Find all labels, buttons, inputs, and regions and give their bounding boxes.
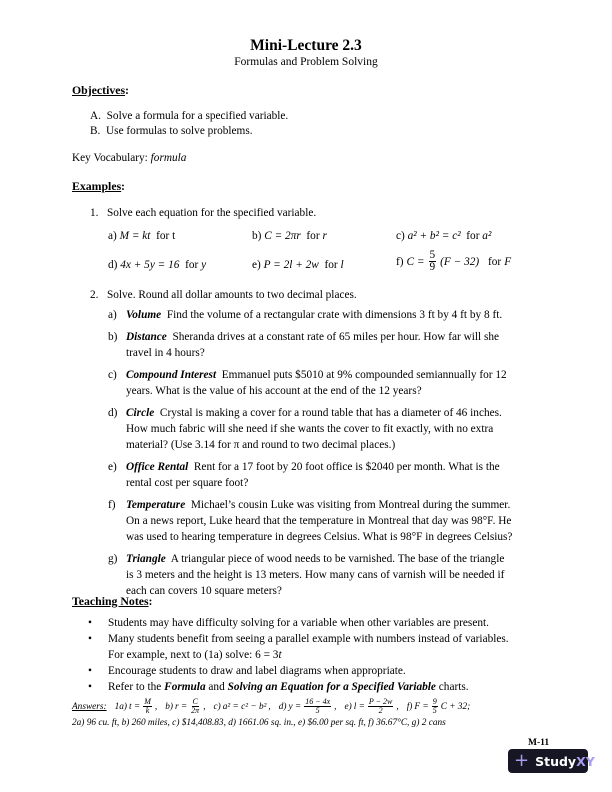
problem-title: Triangle	[126, 553, 166, 565]
problem-text: How much fabric will she need if she wants the cover to fit exactly, with no extra	[126, 423, 494, 435]
answer-lhs: r =	[174, 701, 188, 712]
problem-text: travel in 4 hours?	[126, 347, 205, 359]
variable: r	[322, 230, 327, 242]
equation: 4x + 5y = 16	[120, 259, 180, 271]
q-num: 1.	[90, 207, 99, 219]
objective-b	[90, 125, 253, 137]
problem-title: Circle	[126, 407, 155, 419]
fraction	[304, 698, 331, 715]
eq-e	[252, 259, 344, 271]
objective-text: Use formulas to solve problems.	[106, 125, 253, 137]
for: for	[185, 259, 199, 271]
logo-text-study: Study	[535, 753, 577, 769]
problem-line	[126, 515, 511, 527]
numerator: P − 2w	[368, 697, 393, 706]
answer-item	[407, 698, 471, 715]
problem-line	[126, 499, 510, 511]
problem-title: Office Rental	[126, 461, 189, 473]
problem-title: Compound Interest	[126, 369, 217, 381]
studyxy-logo	[508, 749, 595, 773]
vocab-term: formula	[150, 152, 187, 164]
answers-label: Answers:	[72, 701, 107, 712]
page-title: Mini-Lecture 2.3	[250, 37, 362, 54]
item-label: g)	[108, 553, 118, 565]
bullet-dot: •	[88, 633, 92, 645]
fraction	[143, 698, 152, 715]
teaching-note-4	[108, 681, 469, 693]
examples-heading-text: Examples	[72, 179, 122, 193]
item-label: d)	[108, 407, 118, 419]
denominator: 2	[378, 706, 383, 715]
problem-line	[126, 531, 512, 543]
problem-line	[126, 309, 502, 321]
eq-a	[108, 230, 175, 242]
item-label: f)	[108, 499, 116, 511]
teaching-heading-text: Teaching Notes	[72, 594, 149, 608]
answer-item	[165, 698, 205, 715]
q-text: Solve each equation for the specified variable.	[106, 207, 317, 219]
vocab-label: Key Vocabulary:	[72, 152, 151, 164]
page-number: M-11	[528, 738, 550, 748]
answer-item	[344, 698, 398, 715]
q-text: Solve. Round all dollar amounts to two decimal places.	[106, 289, 357, 301]
for: for	[488, 255, 502, 268]
formula-chart: Formula	[164, 681, 206, 693]
equation-lhs: C =	[406, 255, 425, 268]
problem-line	[126, 439, 395, 451]
marker: B.	[90, 125, 101, 137]
teaching-note-1: Students may have difficulty solving for a variable when other variables are present.	[108, 617, 489, 629]
label: e)	[252, 259, 261, 271]
q-num: 2.	[90, 289, 99, 301]
colon: :	[125, 85, 129, 97]
answer-label: 1a)	[114, 701, 128, 712]
teaching-note-3: Encourage students to draw and label diagrams when appropriate.	[108, 665, 406, 677]
problem-line	[126, 407, 502, 419]
objectives-heading-text: Objectives	[72, 83, 126, 97]
problem-line	[126, 553, 504, 565]
problem-text: material? (Use 3.14 for π and round to two decimal places.)	[126, 439, 396, 451]
answer-item	[214, 702, 271, 712]
problem-title: Distance	[126, 331, 167, 343]
answer-item	[115, 698, 158, 715]
equation: P = 2l + 2w	[263, 259, 319, 271]
problem-line	[126, 331, 499, 343]
numerator: 9	[432, 697, 437, 706]
problem-line	[126, 477, 248, 489]
plus-icon: +	[514, 750, 530, 771]
answer-label: b)	[165, 701, 173, 712]
answers-line-2: 2a) 96 cu. ft, b) 260 miles, c) $14,408.83, d) 1661.06 sq. in., e) $6.00 per sq. ft, f) 36.67°C, g) 2 cans	[72, 718, 446, 728]
variable: l	[340, 259, 344, 271]
separator: ,	[268, 701, 271, 712]
problem-line	[126, 369, 507, 381]
eq-f	[396, 250, 511, 274]
denominator: 5	[432, 706, 437, 715]
answer-lhs: t =	[129, 701, 141, 712]
label: b)	[252, 230, 262, 242]
fraction	[368, 698, 393, 715]
item-label: c)	[108, 369, 117, 381]
teaching-note-2-cont	[108, 649, 282, 661]
answers-line-1	[72, 698, 470, 715]
variable: y	[201, 259, 207, 271]
problem-text: was used to hearing temperature in degrees Celsius. What is 98°F in degrees Celsius?	[126, 531, 513, 543]
equation: a² + b² = c²	[407, 230, 461, 242]
for: for	[156, 230, 170, 242]
problem-text: On a news report, Luke heard that the temperature in Montreal that day was 98°F. He	[126, 515, 512, 527]
eq-b	[252, 230, 327, 242]
answer-rest: C + 32;	[440, 701, 471, 712]
eq-c	[396, 230, 491, 242]
note-text: charts.	[435, 681, 469, 693]
separator: ,	[334, 701, 337, 712]
teaching-note-2: Many students benefit from seeing a parallel example with numbers instead of variables.	[108, 633, 509, 645]
bullet-dot: •	[88, 617, 92, 629]
note-text: and	[205, 681, 228, 693]
separator: ,	[154, 701, 158, 712]
page-subtitle: Formulas and Problem Solving	[234, 56, 378, 68]
objectives-heading	[72, 83, 129, 98]
label: d)	[108, 259, 118, 271]
note-text: For example, next to (1a) solve: 6 = 3	[108, 649, 279, 661]
label: a)	[108, 230, 117, 242]
variable: t	[278, 649, 282, 661]
problem-text: years. What is the value of his account at the end of the 12 years?	[126, 385, 422, 397]
answer-lhs: y =	[288, 701, 302, 712]
answer-label: f)	[406, 701, 413, 712]
answer-lhs: l =	[353, 701, 365, 712]
for: for	[466, 230, 480, 242]
variable: a²	[482, 230, 492, 242]
bullet-dot: •	[88, 681, 92, 693]
label: f)	[396, 255, 404, 268]
denominator: k	[145, 706, 150, 715]
solving-chart: Solving an Equation for a Specified Variable	[227, 681, 436, 693]
item-label: e)	[108, 461, 117, 473]
fraction	[429, 250, 437, 274]
problem-line	[126, 385, 422, 397]
key-vocabulary	[72, 152, 186, 164]
for: for	[306, 230, 320, 242]
answer-item	[279, 698, 337, 715]
logo-text-xy: XY	[576, 753, 595, 769]
eq-d	[108, 259, 206, 271]
problem-text: is 3 meters and the height is 13 meters. How many cans of varnish will be needed if	[126, 569, 505, 581]
problem-text: rental cost per square foot?	[126, 477, 249, 489]
question-2	[90, 289, 357, 301]
problem-title: Temperature	[126, 499, 186, 511]
equation-rest: (F − 32)	[440, 255, 480, 268]
note-text: Refer to the	[108, 681, 165, 693]
colon: :	[121, 181, 125, 193]
bullet-dot: •	[88, 665, 92, 677]
denominator: 9	[429, 261, 436, 274]
numerator: 5	[429, 249, 436, 261]
marker: A.	[90, 110, 101, 122]
logo-text	[535, 754, 595, 769]
numerator: 16 − 4x	[305, 697, 331, 706]
problem-text: each can covers 10 square meters?	[126, 585, 282, 597]
problem-line	[126, 347, 205, 359]
problem-line	[126, 569, 504, 581]
label: c)	[396, 230, 405, 242]
problem-text: Rent for a 17 foot by 20 foot office is $2040 per month. What is the	[193, 461, 500, 473]
for: for	[324, 259, 338, 271]
item-label: a)	[108, 309, 117, 321]
answer-label: d)	[278, 701, 287, 712]
numerator: M	[144, 697, 151, 706]
separator: ,	[396, 701, 399, 712]
answer-lhs: F =	[414, 701, 429, 712]
question-1	[90, 207, 316, 219]
objective-a	[90, 110, 288, 122]
problem-text: Michael’s cousin Luke was visiting from Montreal during the summer.	[190, 499, 511, 511]
fraction	[432, 698, 438, 715]
colon: :	[148, 596, 153, 608]
denominator: 2π	[191, 706, 200, 715]
objective-text: Solve a formula for a specified variable.	[106, 110, 289, 122]
teaching-notes-heading	[72, 594, 152, 609]
answer-label: c)	[213, 701, 221, 712]
variable: t	[172, 230, 176, 242]
problem-line	[126, 423, 493, 435]
problem-text: Crystal is making a cover for a round table that has a diameter of 46 inches.	[159, 407, 502, 419]
answer-lhs: a² = c² − b²	[222, 701, 267, 712]
item-label: b)	[108, 331, 118, 343]
equation: C = 2πr	[264, 230, 301, 242]
problem-title: Volume	[126, 309, 162, 321]
problem-text: A triangular piece of wood needs to be varnished. The base of the triangle	[170, 553, 505, 565]
fraction	[190, 698, 200, 715]
problem-text: Find the volume of a rectangular crate with dimensions 3 ft by 4 ft by 8 ft.	[166, 309, 503, 321]
answer-label: e)	[344, 701, 352, 712]
separator: ,	[203, 701, 206, 712]
examples-heading	[72, 179, 125, 194]
problem-text: Sheranda drives at a constant rate of 65 miles per hour. How far will she	[172, 331, 500, 343]
problem-line	[126, 461, 500, 473]
denominator: 5	[315, 706, 320, 715]
variable: F	[504, 255, 512, 268]
equation: M = kt	[119, 230, 151, 242]
numerator: C	[192, 697, 198, 706]
problem-text: Emmanuel puts $5010 at 9% compounded semiannually for 12	[221, 369, 507, 381]
